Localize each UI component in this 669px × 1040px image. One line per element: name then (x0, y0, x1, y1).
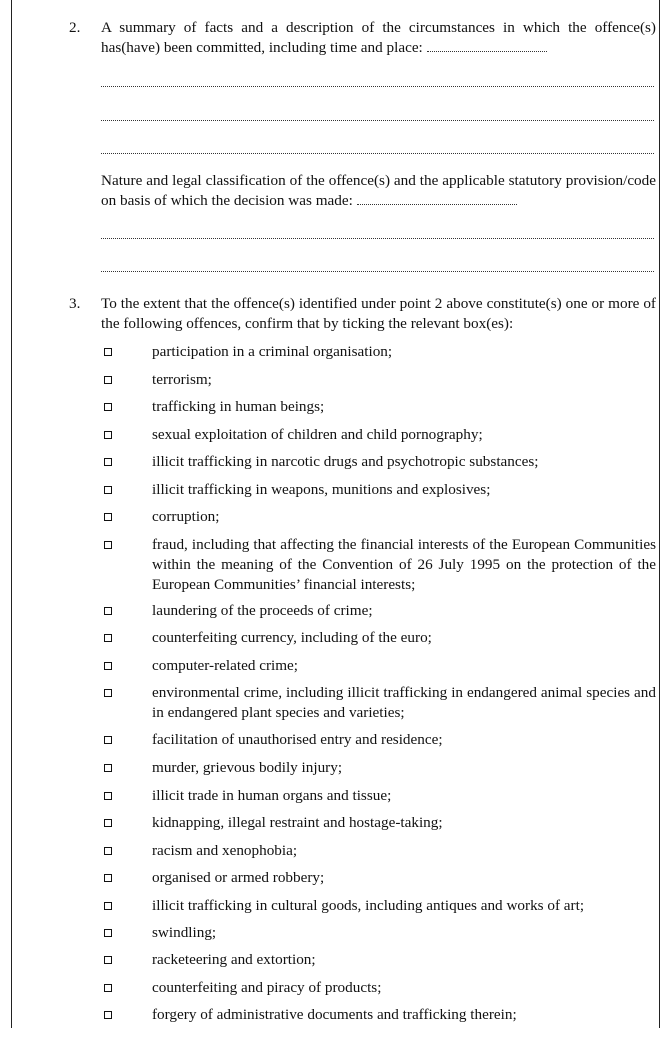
offence-checkbox[interactable] (104, 956, 112, 964)
summary-answer-line[interactable] (101, 120, 654, 121)
offence-label: organised or armed robbery; (152, 869, 325, 886)
offence-checkbox[interactable] (104, 792, 112, 800)
offence-checkbox[interactable] (104, 689, 112, 697)
offence-checkbox[interactable] (104, 348, 112, 356)
offence-label: forgery of administrative documents and trafficking therein; (152, 1006, 517, 1023)
offence-checkbox[interactable] (104, 929, 112, 937)
classification-answer-line[interactable] (101, 238, 654, 239)
offence-checkbox[interactable] (104, 984, 112, 992)
offence-label: counterfeiting currency, including of the euro; (152, 629, 432, 646)
section-3-intro-text: To the extent that the offence(s) identified under point 2 above constitute(s) one or more of the following offences, confirm that by ticking the relevant box(es): (101, 295, 656, 332)
offence-checkbox[interactable] (104, 458, 112, 466)
section-2-classification-text: Nature and legal classification of the offence(s) and the applicable statutory provision/code on basis of which the decision was made: (101, 172, 656, 209)
offence-checkbox[interactable] (104, 431, 112, 439)
offence-label: swindling; (152, 924, 217, 941)
offence-label: racketeering and extortion; (152, 951, 316, 968)
summary-answer-line-start[interactable] (427, 39, 547, 52)
left-margin-rule (11, 0, 12, 1028)
offence-label: racism and xenophobia; (152, 842, 298, 859)
section-2-summary-text: A summary of facts and a description of the circumstances in which the offence(s) has(have) been committed, including time and place: (101, 19, 656, 56)
offence-checkbox[interactable] (104, 847, 112, 855)
offence-label: environmental crime, including illicit trafficking in endangered animal species and in endangered plant species and varieties; (152, 684, 656, 721)
offence-checkbox[interactable] (104, 634, 112, 642)
offence-label: participation in a criminal organisation; (152, 343, 393, 360)
offence-label: trafficking in human beings; (152, 398, 325, 415)
offence-checkbox[interactable] (104, 819, 112, 827)
offence-checkbox[interactable] (104, 662, 112, 670)
offence-label: counterfeiting and piracy of products; (152, 979, 382, 996)
offence-label: kidnapping, illegal restraint and hostage-taking; (152, 814, 443, 831)
offence-label: illicit trafficking in cultural goods, including antiques and works of art; (152, 897, 585, 914)
offence-checkbox[interactable] (104, 902, 112, 910)
offence-label: fraud, including that affecting the financial interests of the European Communities within the meaning of the Convention of 26 July 1995 on the protection of the European Communities’ financial interests; (152, 536, 656, 593)
offence-label: murder, grievous bodily injury; (152, 759, 343, 776)
section-2-number: 2. (69, 19, 81, 36)
offence-label: terrorism; (152, 371, 212, 388)
right-margin-rule (659, 0, 660, 1028)
offence-label: illicit trafficking in weapons, munitions and explosives; (152, 481, 491, 498)
classification-answer-line-start[interactable] (357, 192, 517, 205)
offence-checkbox[interactable] (104, 764, 112, 772)
offence-checkbox[interactable] (104, 376, 112, 384)
offence-label: facilitation of unauthorised entry and residence; (152, 731, 443, 748)
offence-label: computer-related crime; (152, 657, 299, 674)
offence-checkbox[interactable] (104, 874, 112, 882)
offence-label: illicit trade in human organs and tissue; (152, 787, 392, 804)
offence-label: corruption; (152, 508, 220, 525)
offence-checkbox[interactable] (104, 486, 112, 494)
offence-checkbox[interactable] (104, 541, 112, 549)
offence-label: illicit trafficking in narcotic drugs and psychotropic substances; (152, 453, 539, 470)
summary-answer-line[interactable] (101, 86, 654, 87)
section-2-classification-label (101, 171, 656, 211)
offence-checkbox[interactable] (104, 513, 112, 521)
classification-answer-line[interactable] (101, 271, 654, 272)
offence-checkbox[interactable] (104, 403, 112, 411)
offence-label: laundering of the proceeds of crime; (152, 602, 373, 619)
offence-checkbox[interactable] (104, 736, 112, 744)
offence-checkbox[interactable] (104, 607, 112, 615)
summary-answer-line[interactable] (101, 153, 654, 154)
section-2-summary-label (101, 18, 656, 58)
offence-label: sexual exploitation of children and child pornography; (152, 426, 483, 443)
offence-checkbox[interactable] (104, 1011, 112, 1019)
section-3-number: 3. (69, 295, 81, 312)
